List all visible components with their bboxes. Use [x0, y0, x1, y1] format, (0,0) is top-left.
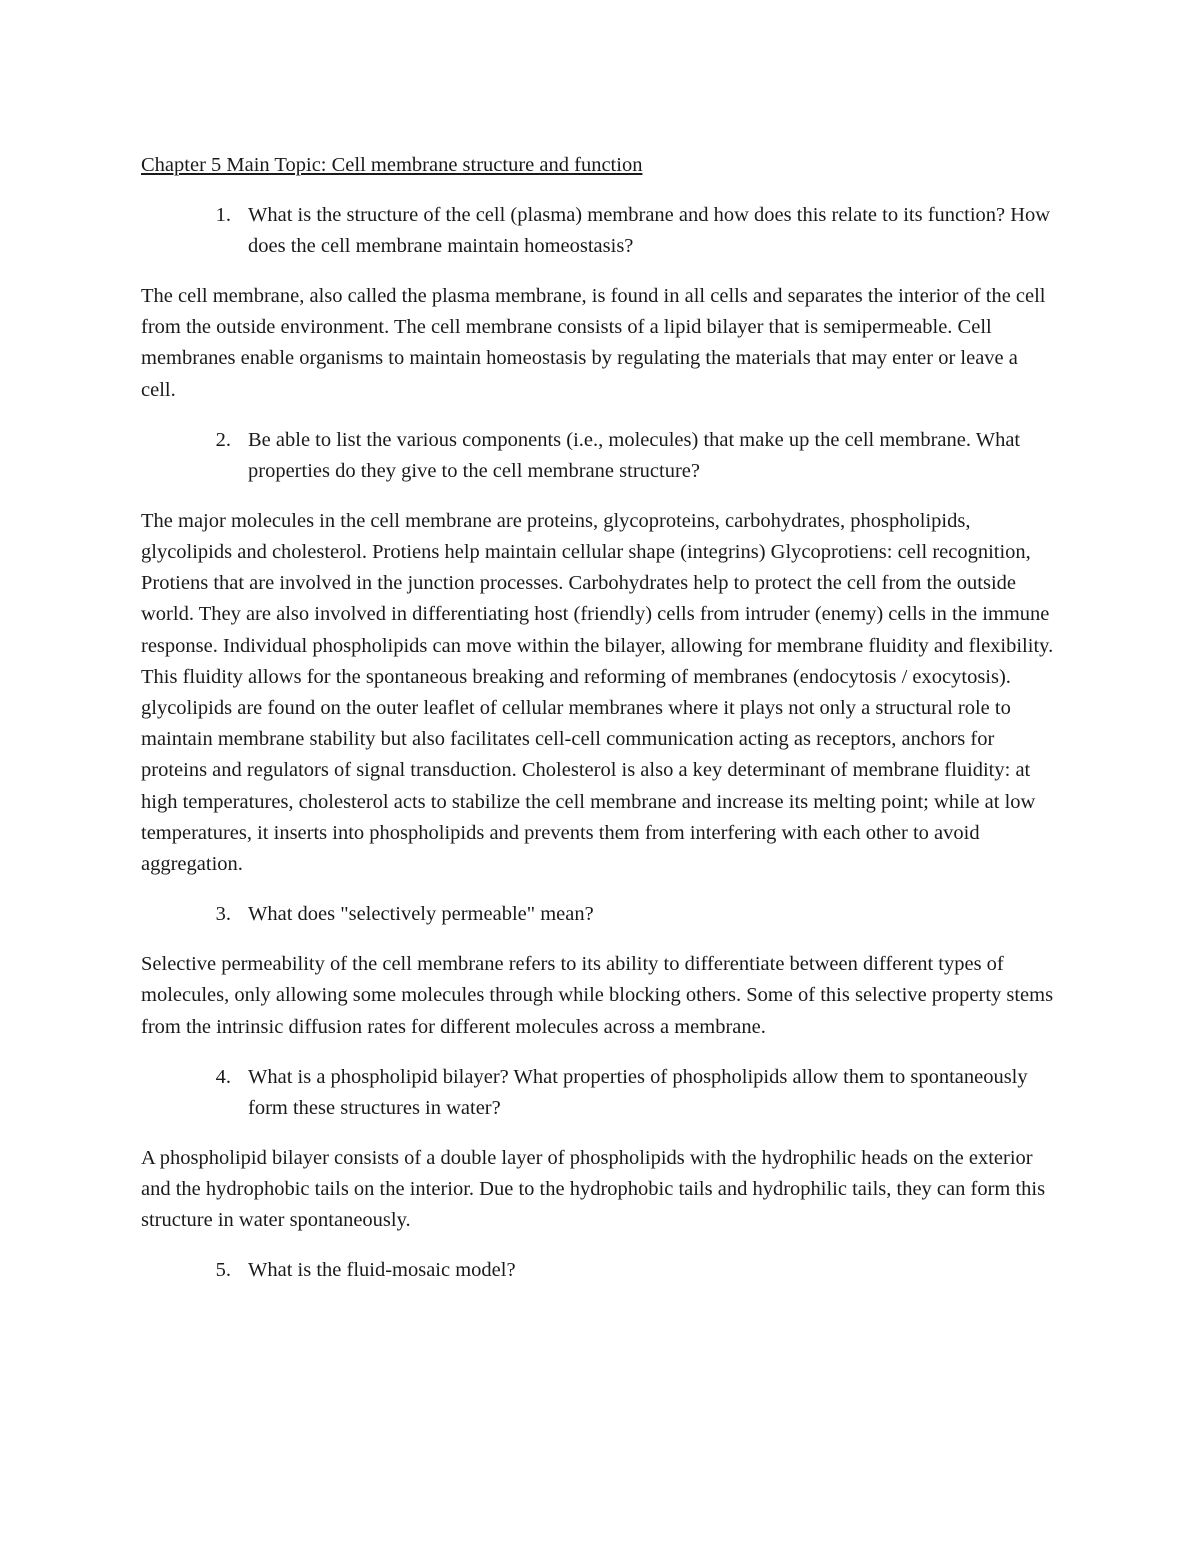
document-title: Chapter 5 Main Topic: Cell membrane structure and function	[141, 154, 643, 176]
answer-1: The cell membrane, also called the plasma membrane, is found in all cells and separates the interior of the cell from the outside environment. The cell membrane consists of a lipid bilayer that is semipermeable. Cell membranes enable organisms to maintain homeostasis by regulating the materials that may enter or leave a cell.	[141, 285, 1046, 401]
question-text: What does "selectively permeable" mean?	[248, 903, 594, 926]
question-2	[141, 425, 1061, 487]
question-text: What is a phospholipid bilayer? What properties of phospholipids allow them to spontaneously form these structures in water?	[248, 1065, 1028, 1119]
question-3	[141, 899, 1061, 930]
question-1	[141, 200, 1061, 262]
question-text: Be able to list the various components (i.e., molecules) that make up the cell membrane. What properties do they give to the cell membrane structure?	[248, 428, 1021, 482]
question-number: 4.	[215, 1065, 231, 1088]
question-number: 1.	[215, 204, 231, 226]
question-text: What is the fluid-mosaic model?	[248, 1259, 516, 1282]
question-number: 5.	[215, 1259, 231, 1282]
answer-3: Selective permeability of the cell membrane refers to its ability to differentiate between different types of molecules, only allowing some molecules through while blocking others. Some of this selective property stems from the intrinsic diffusion rates for different molecules across a membrane.	[141, 953, 1054, 1038]
question-text: What is the structure of the cell (plasma) membrane and how does this relate to its function? How does the cell membrane maintain homeostasis?	[248, 204, 1051, 257]
question-4	[141, 1062, 1061, 1124]
question-5	[141, 1255, 1061, 1286]
document-page	[141, 150, 1061, 1305]
question-number: 3.	[215, 903, 231, 926]
question-number: 2.	[215, 428, 231, 451]
answer-4: A phospholipid bilayer consists of a double layer of phospholipids with the hydrophilic heads on the exterior and the hydrophobic tails on the interior. Due to the hydrophobic tails and hydrophilic tails, they can form this structure in water spontaneously.	[141, 1146, 1046, 1232]
answer-2: The major molecules in the cell membrane are proteins, glycoproteins, carbohydrates, phospholipids, glycolipids and cholesterol. Protiens help maintain cellular shape (integrins) Glycoprotiens: cell recognition, Protiens that are involved in the junction processes. Carbohydrates help to protect the cell from the outside world. They are also involved in differentiating host (friendly) cells from intruder (enemy) cells in the immune response. Individual phospholipids can move within the bilayer, allowing for membrane fluidity and flexibility. This fluidity allows for the spontaneous breaking and reforming of membranes (endocytosis / exocytosis). glycolipids are found on the outer leaflet of cellular membranes where it plays not only a structural role to maintain membrane stability but also facilitates cell-cell communication acting as receptors, anchors for proteins and regulators of signal transduction. Cholesterol is also a key determinant of membrane fluidity: at high temperatures, cholesterol acts to stabilize the cell membrane and increase its melting point; while at low temperatures, it inserts into phospholipids and prevents them from interfering with each other to avoid aggregation.	[141, 509, 1054, 876]
